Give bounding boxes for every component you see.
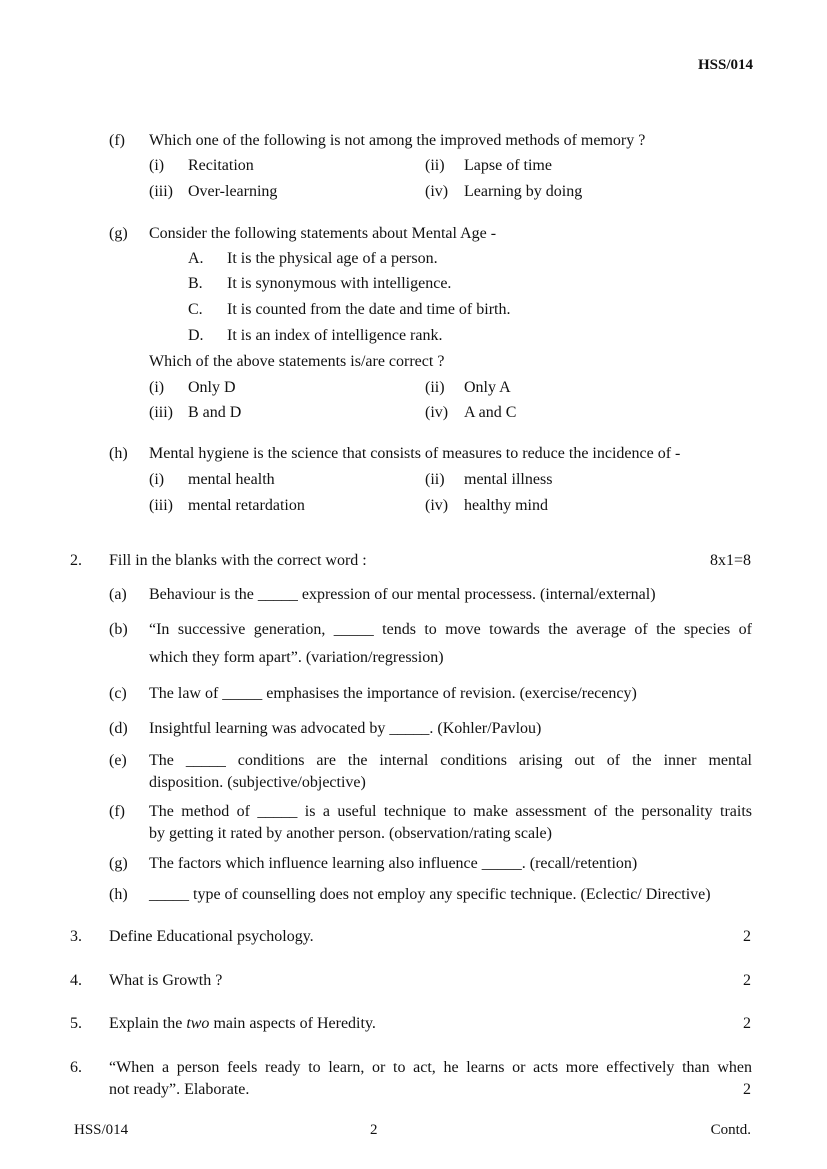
q1g-label: (g) <box>109 225 128 242</box>
q1f-opt3-text: Over-learning <box>188 183 278 200</box>
footer-page-number: 2 <box>370 1122 378 1138</box>
q2c-label: (c) <box>109 685 127 702</box>
q1h-opt4-label: (iv) <box>425 497 449 514</box>
q2f-line1: The method of _____ is a useful technique to make assessment of the personality traits <box>149 803 752 820</box>
q1f-opt1-label: (i) <box>149 157 165 174</box>
q2-marks: 8x1=8 <box>709 552 751 569</box>
q2b-label: (b) <box>109 621 128 638</box>
q1h-label: (h) <box>109 445 128 462</box>
q2-text: Fill in the blanks with the correct word : <box>109 552 367 569</box>
q1f-opt4-label: (iv) <box>425 183 449 200</box>
q1f-opt4-text: Learning by doing <box>464 183 583 200</box>
q2g-text: The factors which influence learning also influence _____. (recall/retention) <box>149 855 638 872</box>
q1h-opt4-text: healthy mind <box>464 497 548 514</box>
q1g-stmt-a-label: A. <box>188 250 204 267</box>
q1g-question: Which of the above statements is/are correct ? <box>149 353 445 370</box>
q1g-opt3-text: B and D <box>188 404 242 421</box>
q5-text-before: Explain the <box>109 1015 187 1032</box>
q1f-opt3-label: (iii) <box>149 183 173 200</box>
q6-line2: not ready”. Elaborate. <box>109 1081 250 1098</box>
q1g-opt2-label: (ii) <box>425 379 445 396</box>
q4-marks: 2 <box>743 972 751 989</box>
q1g-stmt-b-text: It is synonymous with intelligence. <box>227 275 452 292</box>
q1h-opt2-label: (ii) <box>425 471 445 488</box>
q2c-text: The law of _____ emphasises the importance of revision. (exercise/recency) <box>149 685 637 702</box>
q6-number: 6. <box>70 1059 82 1076</box>
q1g-stmt-b-label: B. <box>188 275 203 292</box>
q3-marks: 2 <box>743 928 751 945</box>
q4-number: 4. <box>70 972 82 989</box>
q5-text <box>109 1015 376 1033</box>
q5-number: 5. <box>70 1015 82 1032</box>
q1g-opt1-text: Only D <box>188 379 236 396</box>
q2h-label: (h) <box>109 886 128 903</box>
q3-number: 3. <box>70 928 82 945</box>
header-code: HSS/014 <box>697 57 753 73</box>
q2f-label: (f) <box>109 803 125 820</box>
q1h-text: Mental hygiene is the science that consists of measures to reduce the incidence of - <box>149 445 681 462</box>
footer-code: HSS/014 <box>74 1122 129 1138</box>
q1g-opt2-text: Only A <box>464 379 511 396</box>
q5-marks: 2 <box>743 1015 751 1032</box>
q1g-text: Consider the following statements about Mental Age - <box>149 225 497 242</box>
q2d-text: Insightful learning was advocated by _____. (Kohler/Pavlou) <box>149 720 542 737</box>
q1f-opt1-text: Recitation <box>188 157 254 174</box>
q1f-opt2-label: (ii) <box>425 157 445 174</box>
q2e-line1: The _____ conditions are the internal conditions arising out of the inner mental <box>149 752 752 769</box>
q2e-label: (e) <box>109 752 127 769</box>
q1g-opt4-text: A and C <box>464 404 517 421</box>
q1f-opt2-text: Lapse of time <box>464 157 552 174</box>
q1g-stmt-c-label: C. <box>188 301 203 318</box>
q2g-label: (g) <box>109 855 128 872</box>
q4-text: What is Growth ? <box>109 972 223 989</box>
q1h-opt3-text: mental retardation <box>188 497 305 514</box>
q2a-text: Behaviour is the _____ expression of our mental processess. (internal/external) <box>149 586 656 603</box>
q1g-opt1-label: (i) <box>149 379 165 396</box>
q1g-stmt-d-label: D. <box>188 327 204 344</box>
q2d-label: (d) <box>109 720 128 737</box>
q2b-line2: which they form apart”. (variation/regression) <box>149 649 444 666</box>
q1g-stmt-a-text: It is the physical age of a person. <box>227 250 438 267</box>
q5-text-after: main aspects of Heredity. <box>209 1015 376 1032</box>
q2b-line1: “In successive generation, _____ tends to move towards the average of the species of <box>149 621 752 638</box>
q1g-opt4-label: (iv) <box>425 404 449 421</box>
q2a-label: (a) <box>109 586 127 603</box>
q1h-opt1-label: (i) <box>149 471 165 488</box>
q1f-text: Which one of the following is not among the improved methods of memory ? <box>149 132 646 149</box>
q1h-opt3-label: (iii) <box>149 497 173 514</box>
q3-text: Define Educational psychology. <box>109 928 314 945</box>
q1g-stmt-c-text: It is counted from the date and time of birth. <box>227 301 511 318</box>
q1h-opt2-text: mental illness <box>464 471 553 488</box>
q2f-line2: by getting it rated by another person. (observation/rating scale) <box>149 825 552 842</box>
q1h-opt1-text: mental health <box>188 471 275 488</box>
q6-line1: “When a person feels ready to learn, or to act, he learns or acts more effectively than when <box>109 1059 752 1076</box>
q6-marks: 2 <box>743 1081 751 1098</box>
q1g-stmt-d-text: It is an index of intelligence rank. <box>227 327 443 344</box>
q2e-line2: disposition. (subjective/objective) <box>149 774 366 791</box>
q2-number: 2. <box>70 552 82 569</box>
q1f-label: (f) <box>109 132 125 149</box>
q1g-opt3-label: (iii) <box>149 404 173 421</box>
footer-contd: Contd. <box>710 1122 751 1138</box>
q2h-text: _____ type of counselling does not employ any specific technique. (Eclectic/ Directive) <box>149 886 711 903</box>
q5-text-italic: two <box>186 1015 210 1032</box>
